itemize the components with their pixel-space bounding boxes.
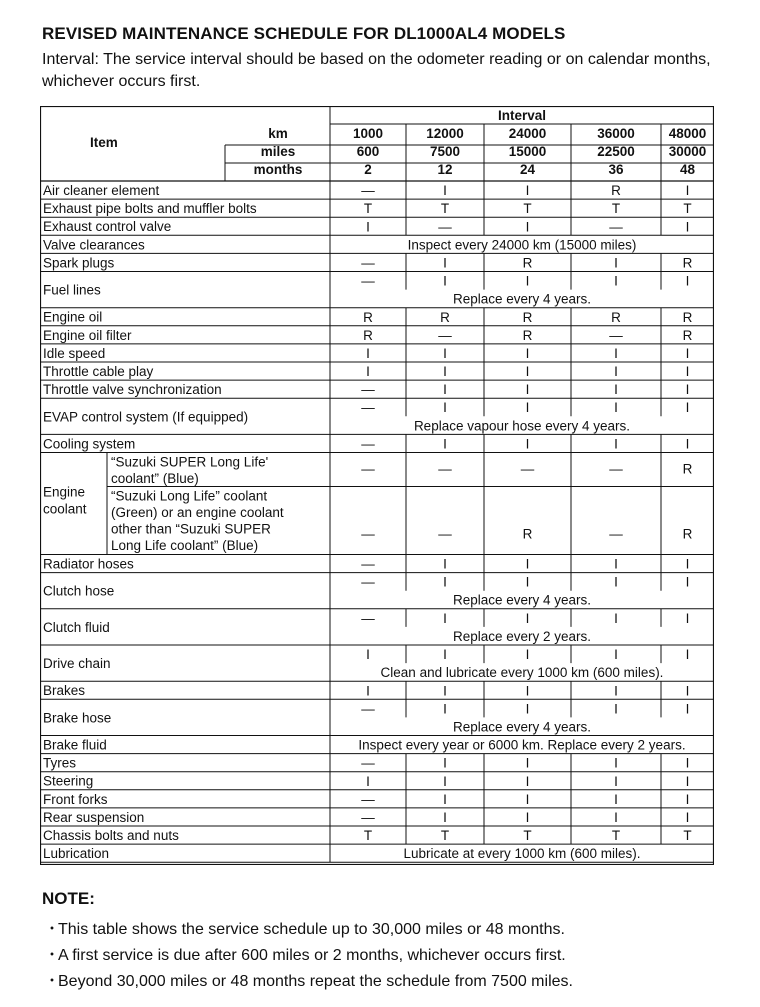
- bullet-icon: ・: [44, 973, 61, 990]
- throttle-cable-play-value: I: [685, 364, 690, 380]
- radiator-hoses-value: I: [614, 556, 618, 572]
- engine-oil-value: R: [611, 309, 621, 325]
- brake-fluid-note: Inspect every year or 6000 km. Replace every 2 years.: [358, 737, 686, 753]
- item-spark-plugs: Spark plugs: [43, 255, 115, 271]
- exhaust-control-valve-value: I: [525, 219, 530, 235]
- engine-oil-filter-value: —: [609, 327, 623, 343]
- front-forks-value: I: [525, 791, 530, 807]
- unit-label: months: [253, 162, 303, 177]
- interval-value: 36: [608, 162, 624, 177]
- throttle-valve-synchronization-value: I: [525, 382, 530, 398]
- item-evap-control-system-if-equipped: EVAP control system (If equipped): [43, 409, 249, 425]
- engine-oil-filter-value: R: [522, 327, 533, 343]
- drive-chain-value: I: [614, 647, 618, 662]
- exhaust-control-valve-value: I: [685, 219, 690, 235]
- item-rear-suspension: Rear suspension: [43, 809, 145, 825]
- item-clutch-hose: Clutch hose: [43, 583, 115, 599]
- drive-chain-value: I: [525, 647, 530, 662]
- engine-coolant-value: R: [522, 526, 533, 542]
- engine-coolant-value: R: [682, 526, 693, 542]
- note-item: [44, 916, 565, 939]
- interval-value: 12: [437, 162, 453, 177]
- interval-value: 24000: [508, 126, 547, 141]
- unit-label: km: [268, 126, 288, 141]
- rear-suspension-value: —: [361, 809, 375, 825]
- fuel-lines-value: I: [443, 273, 447, 289]
- maintenance-schedule-table: [40, 106, 714, 865]
- item-chassis-bolts-and-nuts: Chassis bolts and nuts: [43, 828, 179, 843]
- evap-control-system-if-equipped-note: Replace vapour hose every 4 years.: [413, 418, 631, 434]
- brakes-value: I: [525, 683, 530, 699]
- tyres-value: I: [685, 755, 690, 771]
- brake-hose-value: I: [525, 701, 530, 717]
- item-tyres: Tyres: [43, 755, 77, 771]
- chassis-bolts-and-nuts-value: T: [683, 828, 692, 844]
- clutch-fluid-note: Replace every 2 years.: [452, 628, 592, 644]
- rear-suspension-value: I: [685, 809, 690, 825]
- engine-oil-filter-value: R: [682, 327, 693, 343]
- clutch-hose-note: Replace every 4 years.: [452, 592, 592, 608]
- item-brakes: Brakes: [43, 683, 86, 699]
- bullet-icon: ・: [44, 921, 61, 938]
- brake-hose-value: —: [361, 701, 375, 717]
- clutch-fluid-value: I: [614, 610, 618, 626]
- engine-coolant-value: —: [609, 461, 623, 477]
- radiator-hoses-value: I: [443, 556, 447, 572]
- idle-speed-value: I: [443, 345, 447, 361]
- engine-oil-filter-value: —: [438, 327, 452, 343]
- engine-oil-value: R: [363, 309, 373, 325]
- clutch-hose-value: I: [443, 574, 447, 590]
- note-text: This table shows the service schedule up to 30,000 miles or 48 months.: [58, 921, 565, 938]
- clutch-hose-value: —: [361, 574, 375, 590]
- engine-coolant-value: —: [438, 461, 452, 477]
- engine-coolant-value: —: [438, 526, 452, 542]
- exhaust-pipe-bolts-and-muffler-bolts-value: T: [523, 201, 532, 217]
- throttle-cable-play-value: I: [366, 364, 370, 380]
- evap-control-system-if-equipped-value: —: [361, 400, 375, 416]
- air-cleaner-element-value: —: [361, 183, 375, 199]
- engine-coolant-value: —: [609, 526, 623, 542]
- exhaust-control-valve-value: I: [366, 219, 370, 235]
- cooling-system-value: I: [614, 436, 618, 452]
- chassis-bolts-and-nuts-value: T: [363, 828, 373, 844]
- clutch-hose-value: I: [685, 574, 690, 590]
- drive-chain-note: Clean and lubricate every 1000 km (600 miles).: [380, 665, 664, 681]
- evap-control-system-if-equipped-value: I: [614, 400, 618, 416]
- radiator-hoses-value: I: [685, 556, 690, 572]
- rear-suspension-value: I: [443, 809, 447, 825]
- cooling-system-value: —: [361, 436, 375, 452]
- note-title: NOTE:: [42, 889, 95, 908]
- valve-clearances-note: Inspect every 24000 km (15000 miles): [407, 237, 637, 253]
- item-valve-clearances: Valve clearances: [43, 237, 145, 253]
- item-lubrication: Lubrication: [43, 846, 110, 862]
- interval-header: Interval: [497, 108, 547, 123]
- fuel-lines-value: —: [361, 273, 375, 289]
- cooling-system-value: I: [525, 436, 530, 452]
- interval-value: 15000: [508, 144, 547, 159]
- item-clutch-fluid: Clutch fluid: [43, 619, 110, 635]
- item-header: Item: [90, 135, 118, 150]
- clutch-fluid-value: —: [361, 610, 375, 626]
- interval-value: 48000: [668, 126, 707, 141]
- lubrication-note: Lubricate at every 1000 km (600 miles).: [403, 846, 641, 862]
- drive-chain-value: I: [685, 647, 690, 662]
- spark-plugs-value: R: [522, 255, 533, 271]
- interval-description: Interval: The service interval should be based on the odometer reading or on calendar months, whichever occurs first.: [42, 51, 711, 90]
- front-forks-value: I: [614, 791, 618, 807]
- item-steering: Steering: [43, 773, 94, 789]
- item-cooling-system: Cooling system: [43, 436, 136, 452]
- tyres-value: I: [443, 755, 447, 771]
- item-exhaust-control-valve: Exhaust control valve: [43, 219, 172, 235]
- rear-suspension-value: I: [525, 809, 530, 825]
- item-drive-chain: Drive chain: [43, 656, 111, 672]
- idle-speed-value: I: [685, 345, 690, 361]
- item-exhaust-pipe-bolts-and-muffler-bolts: Exhaust pipe bolts and muffler bolts: [43, 201, 257, 217]
- page-title: REVISED MAINTENANCE SCHEDULE FOR DL1000AL4 MODELS: [42, 24, 566, 43]
- brake-hose-value: I: [685, 701, 690, 717]
- coolant-type-label: “Suzuki Long Life” coolant: [111, 488, 268, 504]
- interval-value: 600: [356, 144, 380, 159]
- rear-suspension-value: I: [614, 809, 618, 825]
- throttle-valve-synchronization-value: I: [443, 382, 447, 398]
- exhaust-control-valve-value: —: [438, 219, 452, 235]
- throttle-cable-play-value: I: [443, 364, 447, 380]
- front-forks-value: —: [361, 791, 375, 807]
- unit-label: miles: [260, 144, 296, 159]
- front-forks-value: I: [685, 791, 690, 807]
- engine-coolant-label: coolant: [43, 501, 87, 517]
- tyres-value: —: [361, 755, 375, 771]
- steering-value: I: [366, 773, 370, 789]
- brakes-value: I: [685, 683, 690, 699]
- throttle-valve-synchronization-value: I: [614, 382, 618, 398]
- item-throttle-valve-synchronization: Throttle valve synchronization: [43, 382, 222, 398]
- item-brake-hose: Brake hose: [43, 710, 112, 726]
- coolant-type-label: coolant” (Blue): [111, 471, 199, 486]
- clutch-hose-value: I: [614, 574, 618, 590]
- front-forks-value: I: [443, 791, 447, 807]
- fuel-lines-value: I: [525, 273, 530, 289]
- throttle-cable-play-value: I: [525, 364, 530, 380]
- item-engine-oil-filter: Engine oil filter: [43, 327, 132, 343]
- item-throttle-cable-play: Throttle cable play: [43, 364, 154, 379]
- brake-hose-value: I: [443, 701, 447, 717]
- air-cleaner-element-value: I: [685, 183, 690, 199]
- engine-coolant-value: —: [520, 461, 535, 477]
- interval-value: 1000: [352, 126, 384, 141]
- coolant-type-label: other than “Suzuki SUPER: [111, 521, 271, 537]
- chassis-bolts-and-nuts-value: T: [523, 828, 532, 844]
- note-item: [44, 942, 566, 965]
- engine-oil-value: R: [440, 309, 450, 325]
- tyres-value: I: [525, 755, 530, 771]
- bullet-icon: ・: [44, 947, 61, 964]
- exhaust-pipe-bolts-and-muffler-bolts-value: T: [440, 201, 450, 217]
- clutch-fluid-value: I: [443, 610, 447, 626]
- interval-value: 48: [679, 162, 696, 177]
- interval-value: 2: [364, 162, 372, 177]
- fuel-lines-note: Replace every 4 years.: [452, 291, 592, 307]
- coolant-type-label: Long Life coolant” (Blue): [111, 538, 259, 553]
- exhaust-pipe-bolts-and-muffler-bolts-value: T: [611, 201, 621, 217]
- cooling-system-value: I: [685, 436, 690, 452]
- item-engine-oil: Engine oil: [43, 309, 103, 325]
- interval-value: 12000: [426, 126, 464, 141]
- item-radiator-hoses: Radiator hoses: [43, 556, 134, 572]
- item-brake-fluid: Brake fluid: [43, 737, 107, 753]
- tyres-value: I: [614, 755, 618, 771]
- throttle-cable-play-value: I: [614, 364, 618, 380]
- drive-chain-value: I: [366, 647, 370, 662]
- brake-hose-note: Replace every 4 years.: [452, 719, 592, 735]
- idle-speed-value: I: [614, 345, 618, 361]
- interval-value: 36000: [597, 126, 635, 141]
- exhaust-pipe-bolts-and-muffler-bolts-value: T: [683, 201, 692, 217]
- cooling-system-value: I: [443, 436, 447, 452]
- coolant-type-label: “Suzuki SUPER Long Life': [111, 454, 269, 470]
- air-cleaner-element-value: I: [443, 183, 447, 199]
- interval-value: 7500: [429, 144, 461, 159]
- note-text: Beyond 30,000 miles or 48 months repeat the schedule from 7500 miles.: [58, 973, 573, 990]
- engine-oil-value: R: [682, 309, 693, 325]
- evap-control-system-if-equipped-value: I: [443, 400, 447, 416]
- chassis-bolts-and-nuts-value: T: [440, 828, 450, 844]
- steering-value: I: [443, 773, 447, 789]
- brakes-value: I: [366, 683, 370, 699]
- note-item: [44, 968, 573, 991]
- item-idle-speed: Idle speed: [43, 345, 106, 361]
- spark-plugs-value: R: [682, 255, 693, 271]
- air-cleaner-element-value: R: [611, 183, 621, 199]
- radiator-hoses-value: —: [361, 556, 375, 572]
- interval-value: 22500: [597, 144, 635, 159]
- spark-plugs-value: —: [361, 255, 375, 271]
- throttle-valve-synchronization-value: —: [361, 382, 375, 398]
- steering-value: I: [685, 773, 690, 789]
- engine-coolant-value: —: [361, 461, 375, 477]
- brakes-value: I: [614, 683, 618, 699]
- idle-speed-value: I: [366, 345, 370, 361]
- evap-control-system-if-equipped-value: I: [685, 400, 690, 416]
- evap-control-system-if-equipped-value: I: [525, 400, 530, 416]
- engine-coolant-label: Engine: [43, 484, 86, 500]
- clutch-fluid-value: I: [685, 610, 690, 626]
- spark-plugs-value: I: [614, 255, 618, 271]
- fuel-lines-value: I: [685, 273, 690, 289]
- interval-value: 24: [519, 162, 536, 177]
- brakes-value: I: [443, 683, 447, 699]
- engine-oil-value: R: [522, 309, 533, 325]
- item-air-cleaner-element: Air cleaner element: [43, 183, 160, 198]
- clutch-fluid-value: I: [525, 610, 530, 626]
- engine-oil-filter-value: R: [363, 327, 373, 343]
- steering-value: I: [525, 773, 530, 789]
- brake-hose-value: I: [614, 701, 618, 717]
- spark-plugs-value: I: [443, 255, 447, 271]
- interval-value: 30000: [668, 144, 707, 159]
- chassis-bolts-and-nuts-value: T: [611, 828, 621, 844]
- engine-coolant-value: R: [682, 461, 693, 477]
- radiator-hoses-value: I: [525, 556, 530, 572]
- drive-chain-value: I: [443, 647, 447, 662]
- item-front-forks: Front forks: [43, 791, 108, 807]
- air-cleaner-element-value: I: [525, 183, 530, 199]
- exhaust-pipe-bolts-and-muffler-bolts-value: T: [363, 201, 373, 217]
- steering-value: I: [614, 773, 618, 789]
- note-text: A first service is due after 600 miles or 2 months, whichever occurs first.: [58, 947, 566, 964]
- exhaust-control-valve-value: —: [609, 219, 623, 235]
- throttle-valve-synchronization-value: I: [685, 382, 690, 398]
- item-fuel-lines: Fuel lines: [43, 282, 101, 298]
- fuel-lines-value: I: [614, 273, 618, 289]
- engine-coolant-value: —: [361, 526, 375, 542]
- idle-speed-value: I: [525, 345, 530, 361]
- clutch-hose-value: I: [525, 574, 530, 590]
- coolant-type-label: (Green) or an engine coolant: [111, 505, 284, 520]
